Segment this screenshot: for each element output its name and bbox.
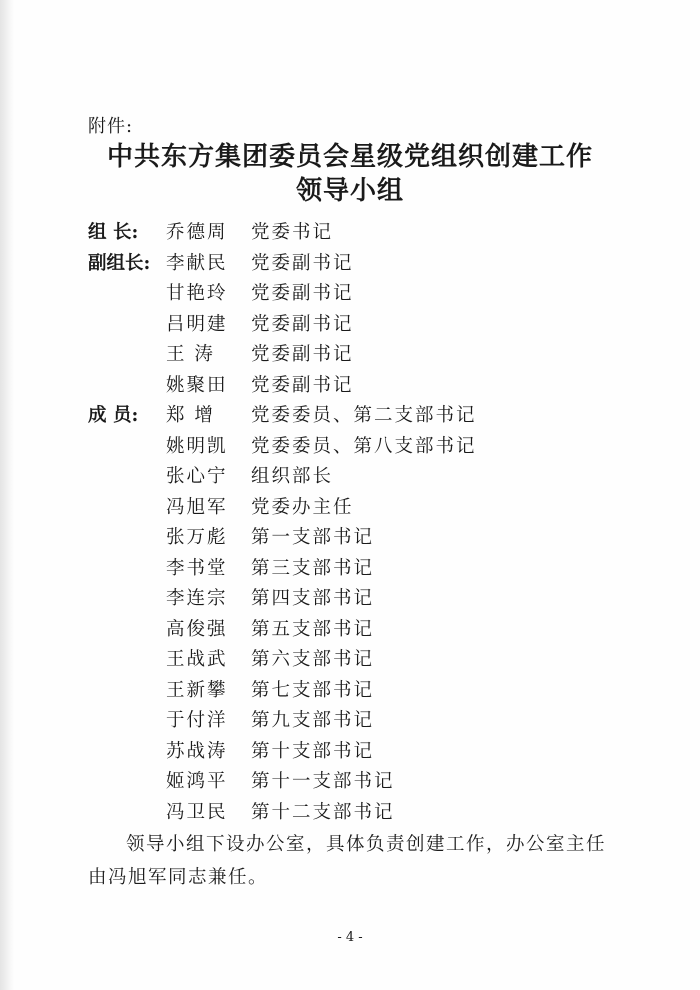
member-role: 副组长:: [88, 252, 151, 274]
member-duty: 第六支部书记: [251, 649, 375, 670]
member-row: [88, 706, 648, 737]
member-name: 张心宁: [166, 466, 228, 487]
member-row: [88, 523, 648, 554]
member-duty: 党委副书记: [251, 283, 354, 304]
member-duty: 第九支部书记: [251, 710, 375, 731]
member-name: 苏战涛: [166, 740, 228, 762]
member-row: [88, 279, 648, 310]
member-name: 高俊强: [166, 618, 228, 640]
document-title-line-1: 中共东方集团委员会星级党组织创建工作: [106, 142, 593, 172]
member-name: 姬鸿平: [166, 771, 228, 792]
member-name: 王新攀: [166, 679, 228, 701]
member-duty: 党委副书记: [251, 374, 354, 396]
member-row: [88, 401, 648, 432]
attachment-label: 附件:: [88, 116, 134, 137]
member-duty: 党委副书记: [251, 313, 354, 335]
member-name: 张万彪: [166, 527, 228, 548]
member-row: [88, 218, 648, 249]
member-row: [88, 554, 648, 585]
document-title-line-2: 领导小组: [295, 176, 404, 206]
member-row: [88, 432, 648, 463]
member-name: 吕明建: [166, 313, 228, 335]
member-duty: 第十一支部书记: [251, 771, 395, 792]
office-note: 领导小组下设办公室，具体负责创建工作，办公室主任由冯旭军同志兼任。: [88, 834, 607, 888]
member-duty: 党委书记: [251, 222, 334, 243]
member-duty: 党委副书记: [251, 252, 354, 274]
member-name: 姚明凯: [166, 435, 228, 457]
member-name: 李书堂: [166, 557, 228, 579]
member-duty: 第十二支部书记: [251, 801, 395, 823]
member-duty: 第一支部书记: [251, 527, 375, 548]
member-row: [88, 493, 648, 524]
member-name: 乔德周: [166, 222, 228, 243]
member-role: 成 员:: [88, 405, 139, 426]
member-list: [88, 218, 648, 828]
member-name: 王 涛: [166, 344, 215, 365]
member-duty: 组织部长: [251, 466, 334, 487]
member-row: [88, 767, 648, 798]
member-name: 甘艳玲: [166, 283, 228, 304]
member-name: 郑 增: [166, 405, 215, 426]
member-name: 于付洋: [166, 710, 228, 731]
member-duty: 党委委员、第二支部书记: [251, 405, 477, 426]
member-row: [88, 340, 648, 371]
member-name: 李连宗: [166, 588, 228, 609]
member-row: [88, 371, 648, 402]
member-row: [88, 462, 648, 493]
member-row: [88, 645, 648, 676]
member-duty: 第三支部书记: [251, 557, 375, 579]
member-duty: 党委办主任: [251, 496, 354, 518]
member-name: 姚聚田: [166, 374, 228, 396]
member-row: [88, 310, 648, 341]
member-row: [88, 737, 648, 768]
member-name: 冯卫民: [166, 801, 228, 823]
member-name: 冯旭军: [166, 496, 228, 518]
member-duty: 第十支部书记: [251, 740, 375, 762]
member-duty: 第五支部书记: [251, 618, 375, 640]
member-duty: 党委委员、第八支部书记: [251, 435, 477, 457]
member-row: [88, 676, 648, 707]
member-role: 组 长:: [88, 222, 139, 243]
member-name: 王战武: [166, 649, 228, 670]
member-name: 李献民: [166, 252, 228, 274]
member-row: [88, 798, 648, 829]
member-duty: 第四支部书记: [251, 588, 375, 609]
member-row: [88, 249, 648, 280]
member-duty: 第七支部书记: [251, 679, 375, 701]
member-row: [88, 584, 648, 615]
page-number: - 4 -: [337, 930, 363, 945]
member-row: [88, 615, 648, 646]
member-duty: 党委副书记: [251, 344, 354, 365]
